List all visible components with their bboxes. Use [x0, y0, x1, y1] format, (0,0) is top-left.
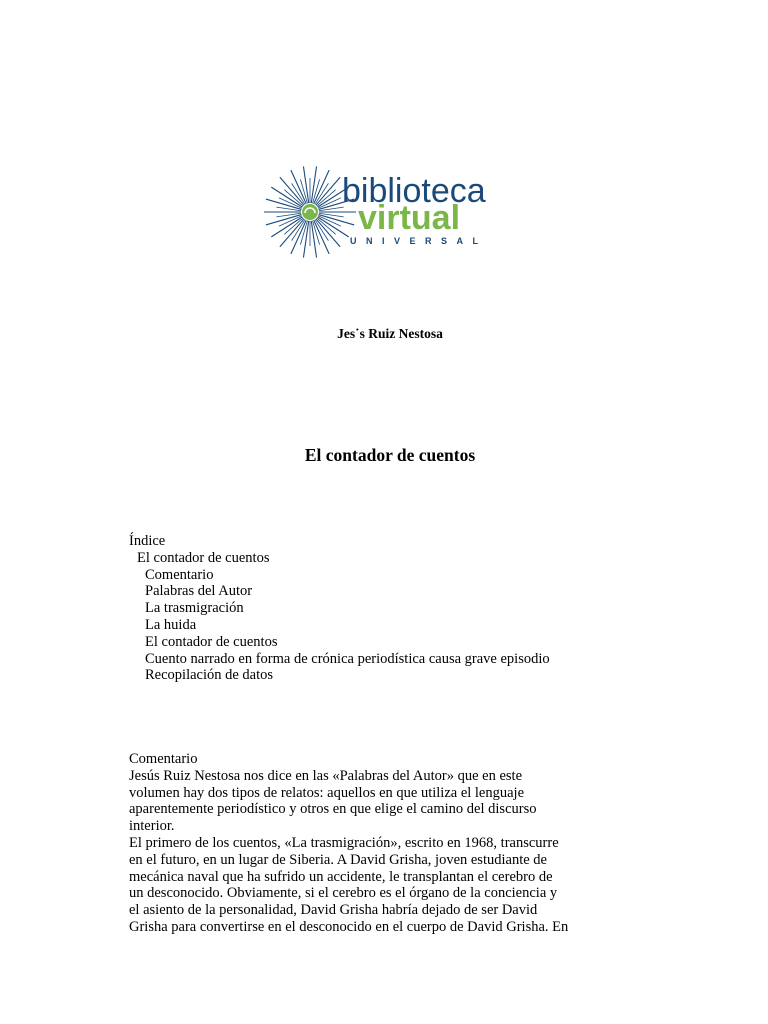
logo-line-virtual: virtual: [358, 199, 461, 237]
toc-heading: Índice: [129, 533, 166, 549]
toc-item: Recopilación de datos: [145, 667, 274, 684]
toc-item: Comentario: [145, 566, 214, 583]
text-line: el asiento de la personalidad, David Grisha habría dejado de ser David: [129, 902, 538, 919]
biblioteca-virtual-logo: [260, 166, 510, 262]
toc-item: La huida: [145, 616, 197, 633]
text-line: volumen hay dos tipos de relatos: aquellos en que utiliza el lenguaje: [129, 784, 525, 801]
text-line: en el futuro, en un lugar de Siberia. A David Grisha, joven estudiante de: [129, 851, 547, 868]
logo-line-biblioteca: biblioteca: [342, 172, 486, 210]
toc-item: El contador de cuentos: [145, 633, 278, 650]
toc-item: Palabras del Autor: [145, 583, 253, 600]
text-line: interior.: [129, 818, 175, 835]
book-title: El contador de cuentos: [304, 445, 476, 465]
toc-item: El contador de cuentos: [137, 549, 270, 566]
text-line: Jesús Ruiz Nestosa nos dice en las «Palabras del Autor» que en este: [129, 767, 523, 784]
comentario-section: [129, 751, 649, 936]
text-line: El primero de los cuentos, «La trasmigración», escrito en 1968, transcurre: [129, 834, 559, 851]
text-line: aparentemente periodístico y otros en que elige el camino del discurso: [129, 801, 537, 818]
text-line: mecánica naval que ha sufrido un accidente, le transplantan el cerebro de: [129, 868, 553, 885]
toc-item: Cuento narrado en forma de crónica periodística causa grave episodio: [145, 650, 550, 667]
section-heading: Comentario: [129, 751, 198, 767]
text-line: Grisha para convertirse en el desconocido en el cuerpo de David Grisha. En: [129, 918, 569, 935]
table-of-contents: [129, 533, 649, 684]
logo-line-universal: UNIVERSAL: [350, 236, 488, 246]
author-name: Jes˙s Ruiz Nestosa: [337, 326, 443, 341]
text-line: un desconocido. Obviamente, si el cerebro es el órgano de la conciencia y: [129, 885, 558, 902]
toc-item: La trasmigración: [145, 600, 244, 617]
